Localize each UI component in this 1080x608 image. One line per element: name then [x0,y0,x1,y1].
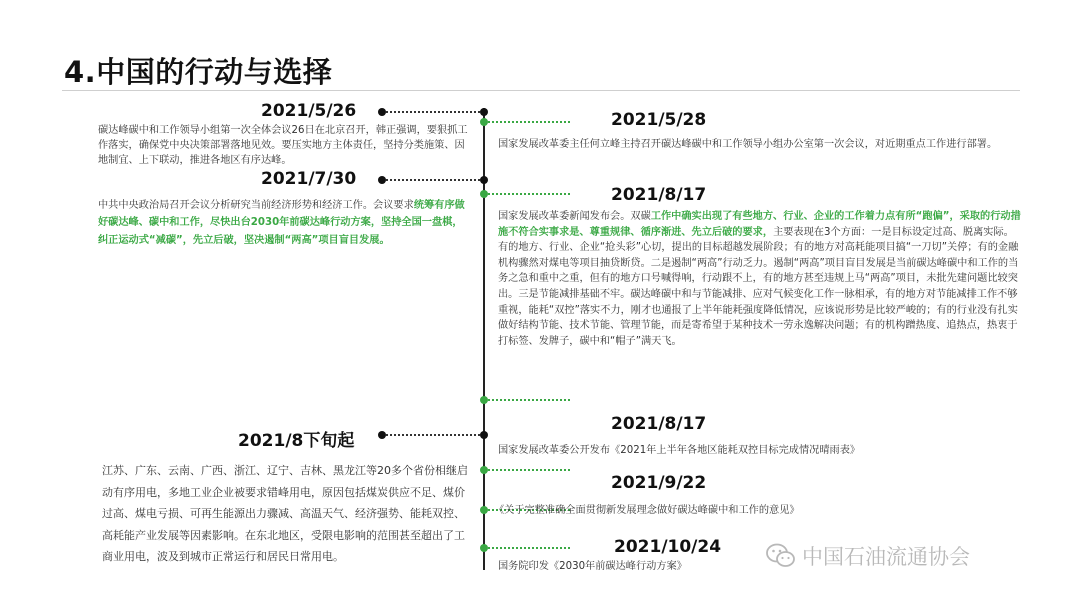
timeline-dot [480,396,488,404]
timeline-dot [378,108,386,116]
timeline-connector [382,111,480,113]
event-text-plain: 中共中央政治局召开会议分析研究当前经济形势和经济工作。会议要求 [98,200,414,211]
event-text-2021-08-17-press [498,209,1024,349]
timeline-connector [488,193,570,195]
timeline-connector [488,547,570,549]
timeline-connector [382,179,480,181]
event-date-2021-08-17-press: 2021/8/17 [611,185,707,205]
event-text-2021-05-28: 国家发展改革委主任何立峰主持召开碳达峰碳中和工作领导小组办公室第一次会议，对近期重点工作进行部署。 [498,139,998,150]
timeline-dot [480,431,488,439]
timeline-dot [378,431,386,439]
event-text-plain: 主要表现在3个方面：一是目标设定过高、脱离实际。有的地方、行业、企业“抢头彩”心切，提出的目标超越发展阶段；有的地方对高耗能项目搞“一刀切”关停；有的金融机构骤然对煤电等项目抽贷断贷。二是遏制“两高”行动乏力。遏制“两高”项目盲目发展是当前碳达峰碳中和工作的当务之急和重中之重，但有的地方口号喊得响，行动跟不上，有的地方甚至违规上马“两高”项目，未批先建问题比较突出。三是节能减排基础不牢。碳达峰碳中和与节能减排、应对气候变化工作一脉相承，有的地方对节能减排工作不够重视，能耗“双控”落实不力，刚才也通报了上半年能耗强度降低情况，应该说形势是比较严峻的；有的行业没有扎实做好结构节能、技术节能、管理节能，而是寄希望于某种技术一劳永逸解决问题；有的机构蹭热度、追热点，热衷于打标签、发牌子，碳中和“帽子”满天飞。 [498,226,1019,347]
event-text-plain: 国家发展改革委新闻发布会。双碳 [498,211,651,222]
timeline-connector [488,121,570,123]
timeline-dot [480,544,488,552]
event-text-2021-05-26: 碳达峰碳中和工作领导小组第一次全体会议26日在北京召开，韩正强调，要狠抓工作落实，确保党中央决策部署落地见效。要压实地方主体责任，坚持分类施策、因地制宜、上下联动，推进各地区有序达峰。 [98,125,468,166]
timeline-dot [378,176,386,184]
event-date-2021-08-17-publish: 2021/8/17 [611,414,707,434]
timeline-connector [488,469,570,471]
timeline-connector [382,434,480,436]
event-date-2021-07-30: 2021/7/30 [261,169,357,189]
timeline-dot [480,466,488,474]
timeline-dot [480,108,488,116]
event-text-2021-09-22: 《关于完整准确全面贯彻新发展理念做好碳达峰碳中和工作的意见》 [494,505,800,516]
event-text-highlight: 统筹有序做好碳达峰、碳中和工作，尽快出台2030年前碳达峰行动方案，坚持全国一盘棋，纠正运动式“减碳”，先立后破，坚决遏制“两高”项目盲目发展。 [98,200,465,246]
wechat-icon [766,543,796,569]
event-text-2021-07-30 [98,197,470,249]
event-text-2021-08-17-publish: 国家发展改革委公开发布《2021年上半年各地区能耗双控目标完成情况晴雨表》 [498,445,861,456]
timeline-connector [488,399,570,401]
page-title: 4.中国的行动与选择 [64,55,333,89]
watermark [766,541,970,571]
event-text-2021-08-late: 江苏、广东、云南、广西、浙江、辽宁、吉林、黑龙江等20多个省份相继启动有序用电，多地工业企业被要求错峰用电，原因包括煤炭供应不足、煤价过高、煤电亏损、可再生能源出力骤减、高温天气、经济强势、能耗双控、高耗能产业发展等因素影响。在东北地区，受限电影响的范围甚至超出了工商业用电，波及到城市正常运行和居民日常用电。 [102,464,468,563]
event-text-2021-10-24: 国务院印发《2030年前碳达峰行动方案》 [498,561,687,572]
timeline-dot [480,506,488,514]
event-date-2021-08-late: 2021/8下旬起 [238,431,355,451]
timeline-dot [480,190,488,198]
title-divider [62,90,1020,91]
event-date-2021-05-26: 2021/5/26 [261,101,357,121]
timeline-dot [480,176,488,184]
watermark-text: 中国石油流通协会 [802,545,970,569]
event-text-highlight: 工作中确实出现了有些地方、行业、企业的工作着力点有所“跑偏”，采取的行动措施不符合实事求是、尊重规律、循序渐进、先立后破的要求， [498,211,1021,238]
event-date-2021-10-24: 2021/10/24 [614,537,722,557]
timeline-dot [480,118,488,126]
event-date-2021-09-22: 2021/9/22 [611,473,707,493]
event-date-2021-05-28: 2021/5/28 [611,110,707,130]
